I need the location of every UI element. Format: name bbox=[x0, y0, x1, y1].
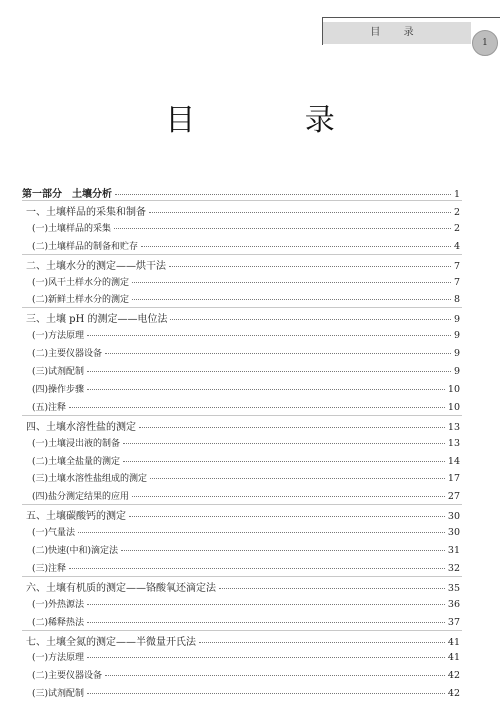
dot-leader bbox=[87, 693, 445, 694]
dot-leader bbox=[115, 194, 451, 195]
toc-entry-title: (二)土壤样品的制备和贮存 bbox=[32, 241, 139, 252]
toc-entry-page: 35 bbox=[447, 582, 460, 594]
toc-entry-sub[interactable] bbox=[32, 328, 460, 342]
dot-leader bbox=[87, 657, 445, 658]
toc-entry-sub[interactable] bbox=[32, 239, 460, 253]
running-header: 目 录 bbox=[323, 22, 471, 44]
dot-leader bbox=[149, 212, 451, 213]
toc-entry-chap[interactable] bbox=[26, 633, 460, 647]
toc-entry-title: (一)土壤浸出液的制备 bbox=[32, 438, 121, 449]
toc-entry-sub[interactable] bbox=[32, 346, 460, 360]
dot-leader bbox=[199, 642, 445, 643]
toc-entry-title: (三)试剂配制 bbox=[32, 367, 85, 377]
toc-entry-chap[interactable] bbox=[26, 579, 460, 593]
toc-entry-page: 9 bbox=[453, 366, 460, 377]
toc-entry-title: (一)外热源法 bbox=[32, 599, 85, 610]
chapter-separator bbox=[22, 630, 462, 631]
toc-entry-sub[interactable] bbox=[32, 489, 460, 503]
toc-entry-title: 六、土壤有机质的测定——铬酸氧还滴定法 bbox=[26, 582, 216, 594]
toc-entry-chap[interactable] bbox=[26, 257, 460, 271]
toc-entry-sub[interactable] bbox=[32, 275, 460, 289]
toc-entry-page: 30 bbox=[447, 527, 460, 539]
toc-entry-title: (二)主要仪器设备 bbox=[32, 349, 103, 360]
dot-leader bbox=[139, 427, 445, 428]
dot-leader bbox=[132, 299, 451, 300]
toc-entry-sub[interactable] bbox=[32, 382, 460, 396]
toc-entry-page: 14 bbox=[447, 455, 460, 467]
toc-entry-page: 31 bbox=[447, 545, 460, 556]
toc-entry-page: 2 bbox=[453, 222, 460, 234]
chapter-separator bbox=[22, 504, 462, 505]
toc-entry-title: (二)快速(中和)滴定法 bbox=[32, 546, 119, 556]
toc-entry-sub[interactable] bbox=[32, 364, 460, 378]
dot-leader bbox=[129, 516, 445, 517]
toc-entry-chap[interactable] bbox=[26, 203, 460, 217]
dot-leader bbox=[123, 443, 445, 444]
toc-entry-title: 五、土壤碳酸钙的测定 bbox=[26, 511, 126, 523]
toc-entry-page: 37 bbox=[447, 616, 460, 628]
chapter-separator bbox=[22, 307, 462, 308]
dot-leader bbox=[87, 604, 445, 605]
toc-entry-page: 4 bbox=[453, 240, 460, 252]
toc-entry-chap[interactable] bbox=[26, 418, 460, 432]
dot-leader bbox=[141, 246, 451, 247]
toc-entry-chap[interactable] bbox=[26, 310, 460, 324]
toc-entry-title: (三)试剂配制 bbox=[32, 689, 85, 700]
toc-entry-page: 9 bbox=[453, 348, 460, 360]
dot-leader bbox=[78, 532, 445, 533]
dot-leader bbox=[132, 496, 445, 497]
page-title: 目 录 bbox=[165, 103, 385, 138]
toc-entry-page: 2 bbox=[453, 206, 460, 218]
toc-entry-title: 四、土壤水溶性盐的测定 bbox=[26, 421, 136, 433]
toc-entry-page: 42 bbox=[447, 688, 460, 700]
dot-leader bbox=[123, 461, 445, 462]
toc-entry-title: 三、土壤 pH 的测定——电位法 bbox=[26, 314, 168, 326]
dot-leader bbox=[132, 282, 451, 283]
toc-entry-page: 17 bbox=[447, 473, 460, 485]
toc-entry-title: (二)主要仪器设备 bbox=[32, 671, 103, 682]
toc-entry-title: (三)土壤水溶性盐组成的测定 bbox=[32, 474, 148, 485]
toc-entry-title: (二)新鲜土样水分的测定 bbox=[32, 295, 130, 306]
toc-entry-sub[interactable] bbox=[32, 650, 460, 664]
dot-leader bbox=[150, 478, 445, 479]
toc-entry-sub[interactable] bbox=[32, 597, 460, 611]
chapter-separator bbox=[22, 254, 462, 255]
toc-entry-title: (四)操作步骤 bbox=[32, 384, 85, 395]
toc-entry-sub[interactable] bbox=[32, 292, 460, 306]
dot-leader bbox=[105, 675, 445, 676]
toc-entry-sub[interactable] bbox=[32, 221, 460, 235]
dot-leader bbox=[87, 622, 445, 623]
toc-entry-page: 13 bbox=[447, 437, 460, 449]
dot-leader bbox=[121, 550, 445, 551]
toc-entry-sub[interactable] bbox=[32, 668, 460, 682]
toc-entry-sub[interactable] bbox=[32, 436, 460, 450]
dot-leader bbox=[219, 588, 445, 589]
chapter-separator bbox=[22, 576, 462, 577]
toc-entry-title: 一、土壤样品的采集和制备 bbox=[26, 206, 146, 218]
page-number-tab: 1 bbox=[472, 30, 498, 56]
chapter-separator bbox=[22, 415, 462, 416]
dot-leader bbox=[169, 266, 451, 267]
toc-entry-page: 41 bbox=[447, 652, 460, 664]
dot-leader bbox=[114, 228, 451, 229]
toc-entry-sub[interactable] bbox=[32, 454, 460, 468]
toc-entry-title: (一)风干土样水分的测定 bbox=[32, 277, 130, 288]
toc-entry-page: 8 bbox=[453, 294, 460, 306]
toc-entry-page: 30 bbox=[447, 511, 460, 523]
dot-leader bbox=[170, 319, 450, 320]
toc-entry-sub[interactable] bbox=[32, 686, 460, 700]
dot-leader bbox=[69, 568, 445, 569]
toc-entry-page: 9 bbox=[453, 314, 460, 326]
toc-entry-sub[interactable] bbox=[32, 525, 460, 539]
toc-entry-page: 42 bbox=[447, 670, 460, 682]
toc-entry-chap[interactable] bbox=[26, 507, 460, 521]
toc-entry-title: 七、土壤全氮的测定——半微量开氏法 bbox=[26, 636, 196, 648]
toc-entry-title: (一)方法原理 bbox=[32, 331, 85, 342]
toc-entry-title: 第一部分 土壤分析 bbox=[22, 189, 112, 200]
toc-entry-part[interactable] bbox=[22, 185, 460, 199]
toc-entry-page: 32 bbox=[447, 562, 460, 574]
toc-entry-page: 41 bbox=[447, 636, 460, 648]
toc-entry-title: 二、土壤水分的测定——烘干法 bbox=[26, 260, 166, 272]
toc-entry-sub[interactable] bbox=[32, 561, 460, 575]
toc-entry-page: 10 bbox=[447, 401, 460, 413]
toc-entry-page: 9 bbox=[453, 330, 460, 342]
toc-entry-page: 13 bbox=[447, 421, 460, 433]
toc-entry-page: 7 bbox=[453, 276, 460, 288]
dot-leader bbox=[87, 389, 445, 390]
chapter-separator bbox=[22, 200, 462, 201]
toc-entry-page: 7 bbox=[453, 260, 460, 272]
toc-entry-title: (五)注释 bbox=[32, 402, 67, 413]
toc-entry-title: (二)稀释热法 bbox=[32, 617, 85, 628]
toc-entry-title: (一)土壤样品的采集 bbox=[32, 223, 112, 234]
toc-entry-title: (一)方法原理 bbox=[32, 653, 85, 664]
dot-leader bbox=[87, 371, 451, 372]
toc-entry-title: (二)土壤全盐量的测定 bbox=[32, 456, 121, 467]
toc-entry-sub[interactable] bbox=[32, 400, 460, 414]
toc-entry-sub[interactable] bbox=[32, 543, 460, 557]
toc-entry-sub[interactable] bbox=[32, 615, 460, 629]
toc-entry-page: 27 bbox=[447, 491, 460, 503]
dot-leader bbox=[87, 335, 451, 336]
dot-leader bbox=[69, 407, 445, 408]
toc-entry-page: 10 bbox=[447, 383, 460, 395]
toc-entry-page: 1 bbox=[453, 189, 460, 200]
toc-entry-sub[interactable] bbox=[32, 471, 460, 485]
toc-entry-title: (四)盐分测定结果的应用 bbox=[32, 492, 130, 503]
toc-entry-title: (三)注释 bbox=[32, 563, 67, 574]
dot-leader bbox=[105, 353, 451, 354]
toc-entry-page: 36 bbox=[447, 598, 460, 610]
toc-entry-title: (一)气量法 bbox=[32, 528, 76, 539]
